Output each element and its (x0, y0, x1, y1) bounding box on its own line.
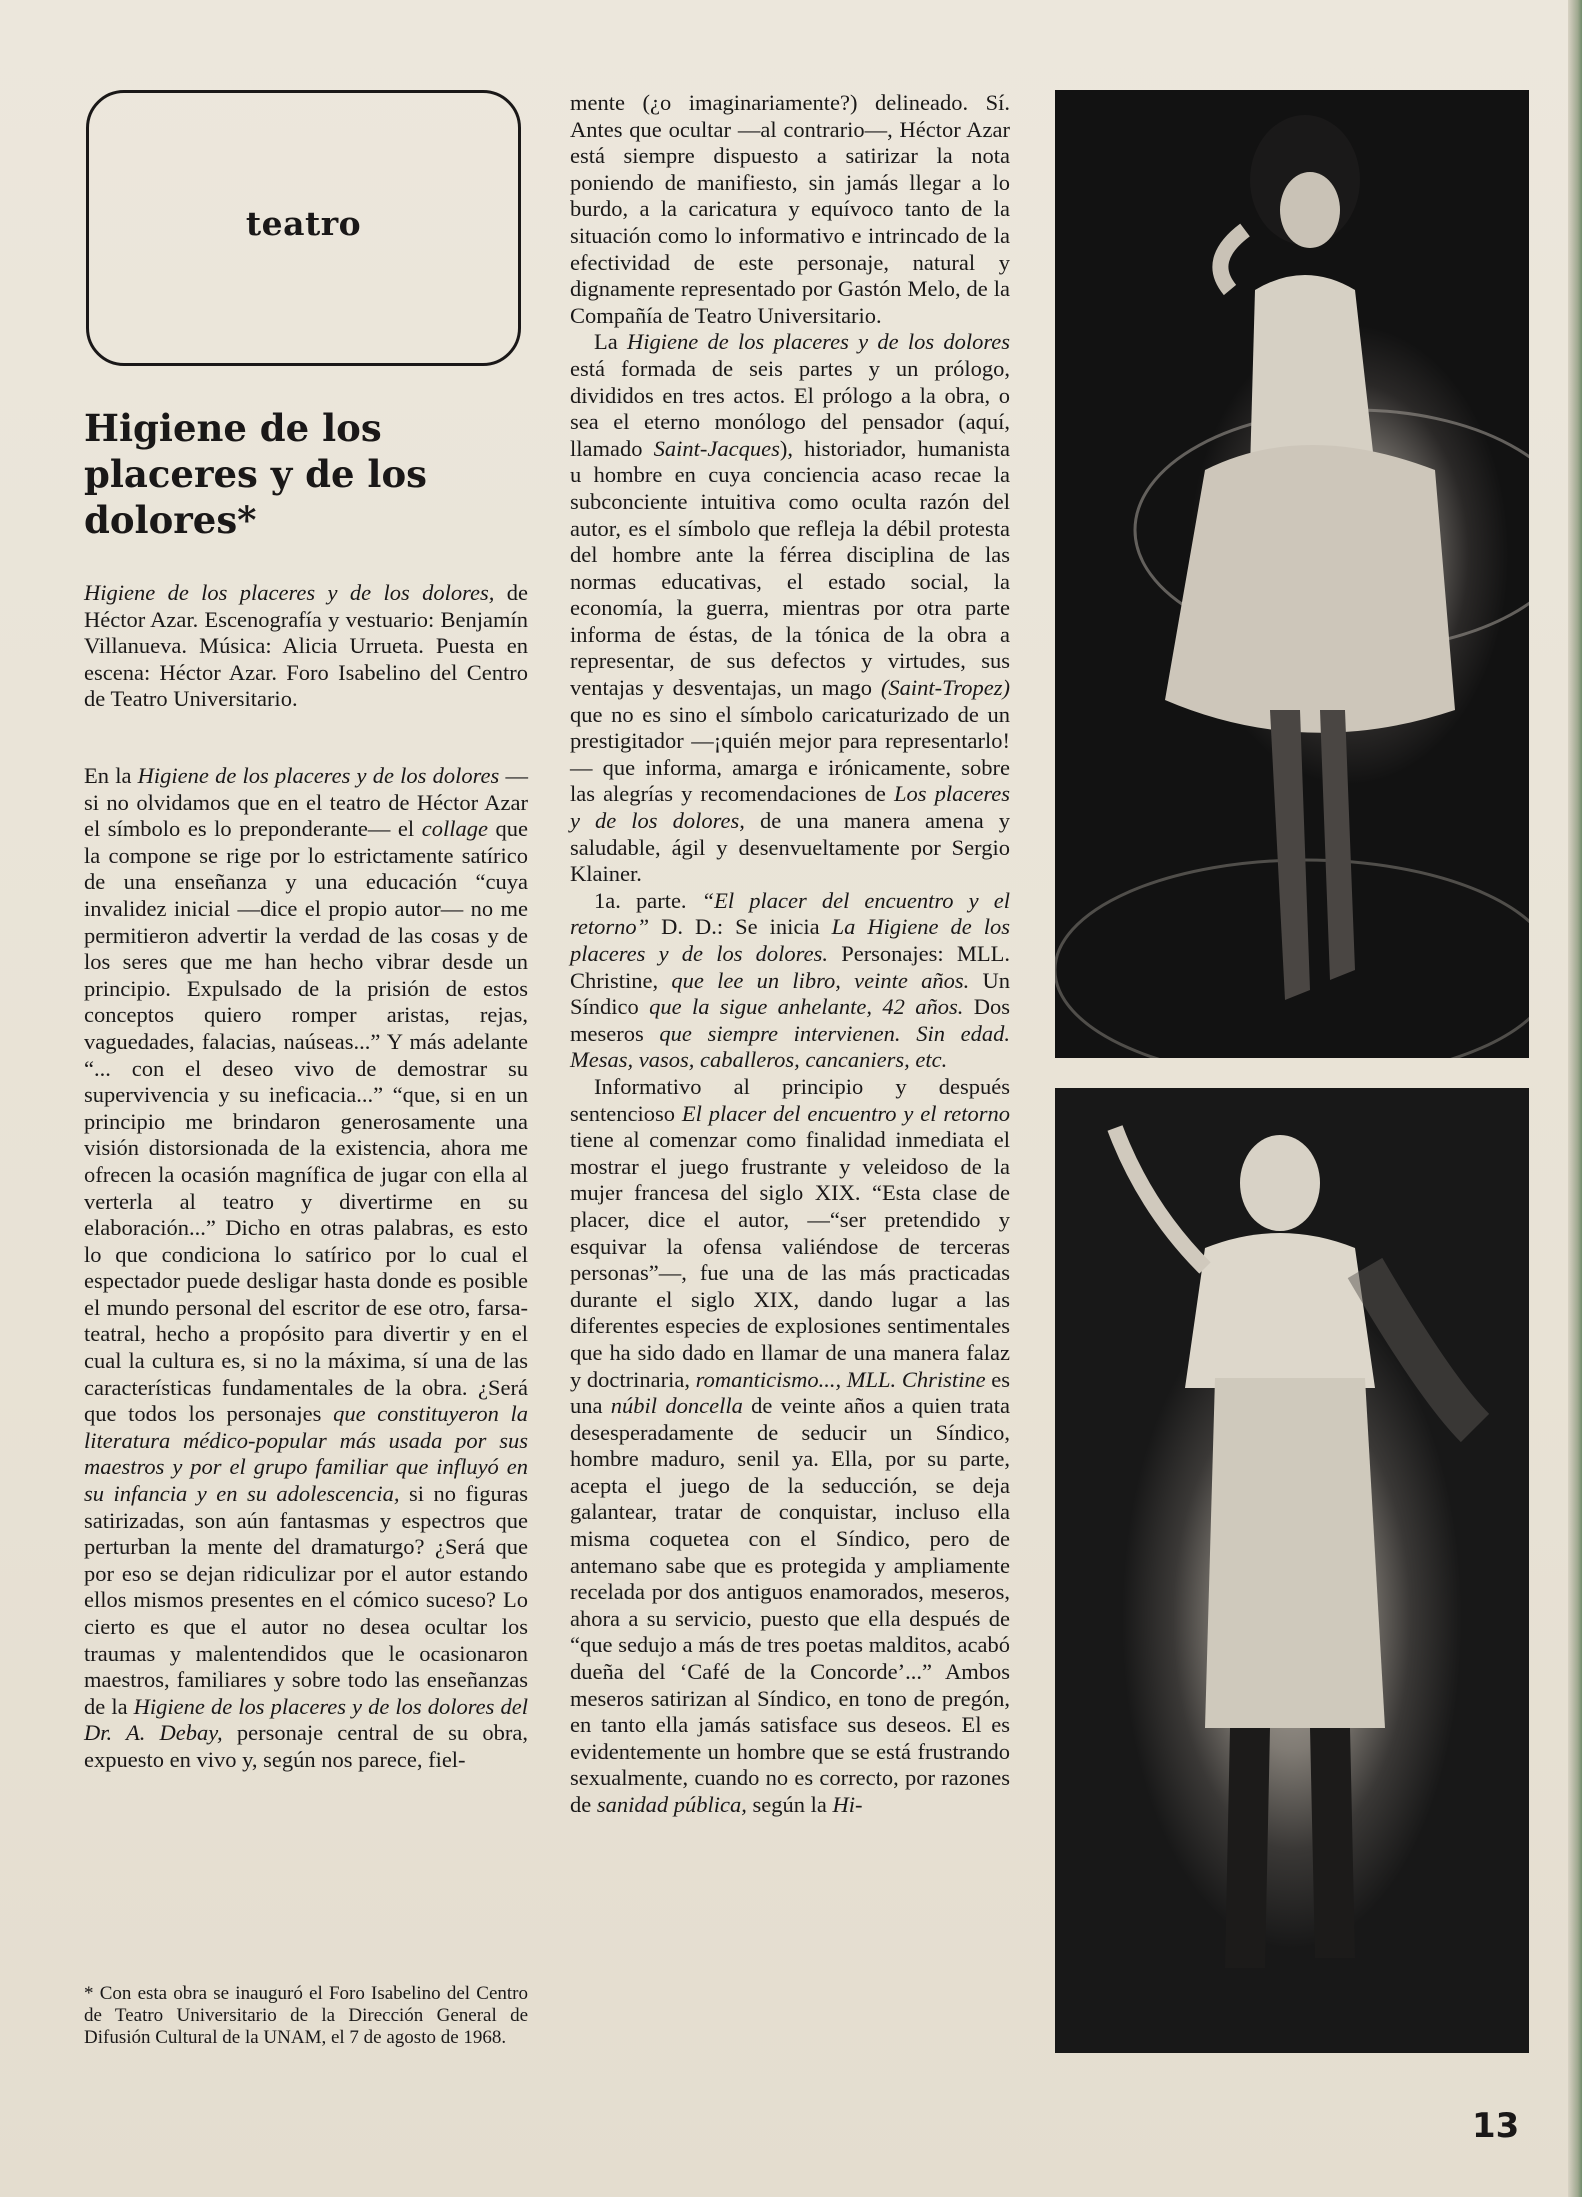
text-run: de una manera amena y saludable, ágil y desenvueltamente por Sergio Klainer. (570, 808, 1010, 887)
text-run: según la (746, 1792, 833, 1817)
article-body-column-2 (570, 90, 1010, 1819)
text-run-italic: Saint-Jacques (653, 435, 780, 461)
text-run-italic: núbil doncella (610, 1393, 743, 1419)
article-body-column-1 (84, 763, 528, 1774)
text-run-italic: que lee un libro, veinte años. (671, 967, 970, 993)
text-run: personaje central de su obra, expuesto en vivo y, según nos parece, fiel- (84, 1720, 528, 1772)
text-run: En la (84, 763, 138, 788)
text-run-italic: que siempre intervienen. Sin edad. Mesas, vasos, caballeros, cancaniers, etc. (570, 1020, 1010, 1073)
text-run-italic: Higiene de los placeres y de los dolores (137, 763, 500, 788)
stage-photo-actress-boots (1055, 1088, 1529, 2053)
text-run-italic: “El placer del encuentro y el retorno” (570, 887, 1010, 940)
text-run: si no figuras satirizadas, son aún fantasmas y espectros que perturban la mente del dramaturgo? ¿Será que por eso se dejan ridiculizar por el autor estando ellos mismos presentes en el cómico suceso? Lo cierto es que el autor no desea ocultar los traumas y malentendidos que le ocasionaron maestros, familiares y sobre todo las enseñanzas de la (84, 1481, 528, 1719)
text-run: está formada de seis partes y un prólogo, divididos en tres actos. El prólogo a la obra, o sea el eterno monólogo del pensador (aquí, llamado (570, 355, 1010, 461)
body-paragraph (570, 1074, 1010, 1819)
text-run-italic: Los placeres y de los dolores, (570, 781, 1010, 834)
text-run: La (594, 329, 627, 355)
body-paragraph (84, 763, 528, 1774)
stage-photo-actress-dress (1055, 90, 1529, 1058)
text-run: D. D.: Se inicia (649, 914, 832, 940)
text-run: Dos meseros (570, 994, 1010, 1046)
credits-play-title: Higiene de los placeres y de los dolores, (84, 580, 495, 605)
section-label: teatro (245, 203, 362, 243)
photo-illustration (1055, 90, 1529, 1058)
footnote: * Con esta obra se inauguró el Foro Isabelino del Centro de Teatro Universitario de la Dirección General de Difusión Cultural de la UNAM, el 7 de agosto de 1968. (84, 1983, 528, 2048)
body-paragraph: mente (¿o imaginariamente?) delineado. Sí. Antes que ocultar —al contrario—, Héctor Azar está siempre dispuesto a satirizar la nota poniendo de manifiesto, sin jamás llegar a lo burdo, a la caricatura y equívoco tanto de la situación como lo informativo e intrincado de la efectividad de este personaje, natural y dignamente representado por Gastón Melo, de la Compañía de Teatro Universitario. (570, 90, 1010, 328)
text-run-italic: Higiene de los placeres y de los dolores (626, 329, 1010, 355)
body-paragraph (570, 888, 1010, 1074)
photo-illustration (1055, 1088, 1529, 2053)
text-run-italic: El placer del encuentro y el retorno (681, 1100, 1010, 1126)
credits-text: de Héctor Azar. Escenografía y vestuario: Benjamín Villanueva. Música: Alicia Urrueta. Puesta en escena: Héctor Azar. Foro Isabelino del Centro de Teatro Universitario. (84, 580, 528, 712)
text-run: Personajes: MLL. Christine, (570, 941, 1010, 993)
text-run-italic: Hi- (832, 1792, 863, 1817)
text-run: 1a. parte. (594, 887, 702, 913)
text-run: Un Síndico (570, 967, 1011, 1020)
text-run-italic: que la sigue anhelante, 42 años. (649, 994, 964, 1020)
text-run: es una (570, 1366, 1011, 1419)
text-run: ), historiador, humanista u hombre en cuya conciencia acaso recae la subconciente intuitiva como oculta razón del autor, es el símbolo que refleja la débil protesta del hombre ante la férrea disciplina de las normas educativas, el estado social, la economía, la guerra, mientras por otra parte informa de éstas, de la tónica de la obra a representar, de sus defectos y virtudes, sus ventajas y desventajas, un mago (570, 435, 1010, 701)
text-run: Informativo al principio y después sentencioso (570, 1073, 1010, 1126)
text-run: que no es sino el símbolo caricaturizado de un prestigitador —¡quién mejor para representarlo!— que informa, amarga e irónicamente, sobre las alegrías y recomendaciones de (570, 701, 1010, 807)
text-run: tiene al comenzar como finalidad inmediata el mostrar el juego frustrante y veleidoso de la mujer francesa del siglo XIX. “Esta clase de placer, dice el autor, —“ser pretendido y esquivar la ofensa valiéndose de terceras personas”—, fue una de las más practicadas durante el siglo XIX, dando lugar a las diferentes especies de explosiones sentimentales que ha sido dado en llamar de una manera falaz y doctrinaria, (570, 1127, 1010, 1392)
page-number: 13 (1472, 2106, 1520, 2146)
article-title: Higiene de los placeres y de los dolores* (84, 406, 427, 542)
text-run-italic: La Higiene de los placeres y de los dolores. (570, 914, 1011, 966)
page-edge (1568, 0, 1582, 2197)
section-header-box (86, 90, 521, 366)
text-run-italic: collage (421, 816, 488, 842)
text-run-italic: Higiene de los placeres y de los dolores del Dr. A. Debay, (84, 1693, 528, 1746)
text-run: que la compone se rige por lo estrictamente satírico de una enseñanza y una educación “cuya invalidez inicial —dice el propio autor— no me permitieron advertir la verdad de las cosas y de los seres que me han hecho vibrar desde un principio. Expulsado de la prisión de estos conceptos quiero romper aristas, rejas, vaguedades, falacias, naúseas...” Y más adelante “... con el deseo vivo de demostrar su supervivencia y su ineficacia...” “que, si en un principio me brindaron generosamente una visión distorsionada de la existencia, ahora me ofrecen la ocasión magnífica de jugar con ella al verterla al teatro y divertirme en su elaboración...” Dicho en otras palabras, es esto lo que condiciona lo satírico por lo cual el espectador puede desligar hasta donde es posible el mundo personal del escritor de ese otro, farsa-teatral, hecho a propósito para divertir y en el cual la cultura es, si no la máxima, sí una de las características fundamentales de la obra. ¿Será que todos los personajes (84, 816, 528, 1427)
text-run: —si no olvidamos que en el teatro de Héctor Azar el símbolo es lo preponderante— el (84, 763, 528, 842)
text-run-italic: sanidad pública, (596, 1792, 747, 1817)
text-run-italic: que constituyeron la literatura médico-popular más usada por sus maestros y por el grupo familiar que influyó en su infancia y en su adolescencia, (84, 1401, 528, 1507)
body-paragraph (570, 329, 1010, 887)
article-credits (84, 580, 528, 713)
text-run-italic: (Saint-Tropez) (880, 675, 1010, 701)
text-run: de veinte años a quien trata desesperadamente de seducir un Síndico, hombre maduro, senil ya. Ella, por su parte, acepta el juego de la seducción, se deja galantear, tratar de conquistar, incluso ella misma coquetea con el Síndico, pero de antemano sabe que es protegida y ampliamente recelada por dos antiguos enamorados, meseros, ahora a su servicio, puesto que ella después de “que sedujo a más de tres poetas malditos, acabó dueña del ‘Café de la Concorde’...” Ambos meseros satirizan al Síndico, en tono de pregón, en tanto ella jamás satisface sus deseos. El es evidentemente un hombre que se está frustrando sexualmente, cuando no es correcto, por razones de (570, 1393, 1010, 1817)
text-run-italic: romanticismo..., MLL. Christine (695, 1366, 986, 1392)
